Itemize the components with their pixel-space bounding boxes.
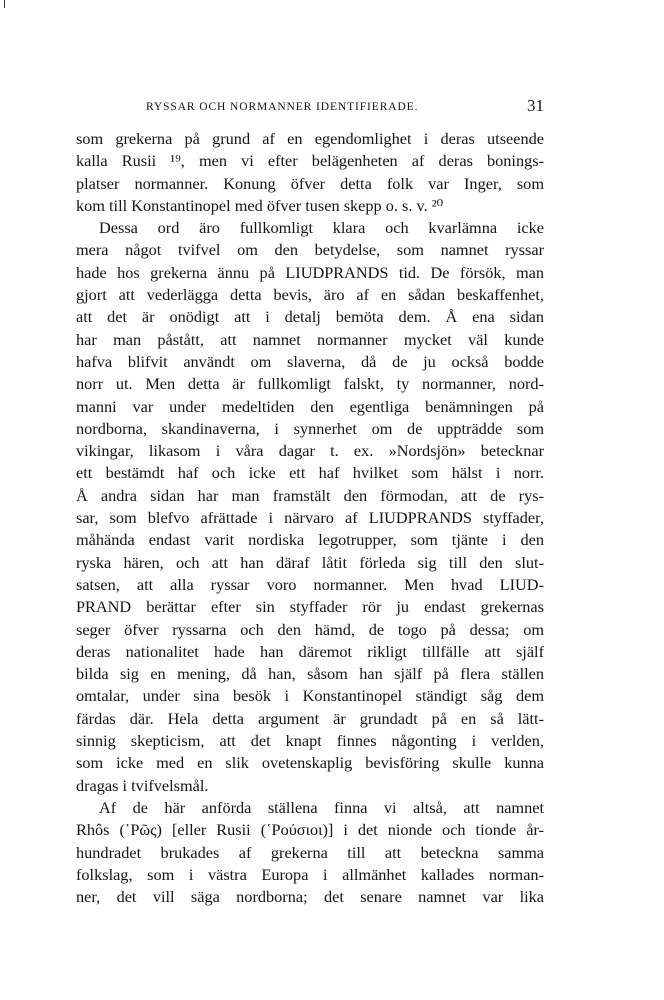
text-line: kom till Konstantinopel med öfver tusen skepp o. s. v. ²⁰ bbox=[76, 195, 444, 215]
text-line: dragas i tvifvelsmål. bbox=[76, 775, 209, 795]
page-header bbox=[76, 96, 544, 122]
text-line: gjort att vederlägga detta bevis, äro af en sådan beskaffenhet, bbox=[76, 285, 544, 305]
text-line: folkslag, som i västra Europa i allmänhet kallades norman- bbox=[76, 864, 544, 884]
text-line: bilda sig en mening, då han, såsom han själf på flera ställen bbox=[76, 664, 544, 684]
text-line: vikingar, likasom i våra dagar t. ex. »Nordsjön» betecknar bbox=[76, 441, 544, 461]
text-line: hade hos grekerna ännu på LIUDPRANDS tid. De försök, man bbox=[76, 262, 544, 282]
text-line: mera något tvifvel om den betydelse, som namnet ryssar bbox=[76, 240, 544, 260]
text-line: måhända endast varit nordiska legotrupper, som tjänte i den bbox=[76, 530, 544, 550]
text-line: sar, som blefvo afrättade i närvaro af LIUDPRANDS styffader, bbox=[76, 508, 544, 528]
text-line: platser normanner. Konung öfver detta folk var Inger, som bbox=[76, 173, 544, 193]
text-line: omtalar, under sina besök i Konstantinopel ständigt såg dem bbox=[76, 686, 544, 706]
text-line: Af de här anförda ställena finna vi altså, att namnet bbox=[99, 797, 544, 817]
text-line: deras nationalitet hade han däremot rikligt tillfälle att själf bbox=[76, 641, 544, 661]
text-line: norr ut. Men detta är fullkomligt falskt, ty normanner, nord- bbox=[76, 374, 544, 394]
text-line: hundradet brukades af grekerna till att beteckna samma bbox=[76, 842, 544, 862]
text-line: sinnig skepticism, att det knapt finnes någonting i verlden, bbox=[76, 731, 544, 751]
text-line: seger öfver ryssarna och den hämd, de togo på dessa; om bbox=[76, 619, 544, 639]
text-line: som grekerna på grund af en egendomlighet i deras utseende bbox=[76, 129, 544, 148]
body-text bbox=[76, 128, 544, 908]
text-line: kalla Rusii ¹⁹, men vi efter belägenheten af deras bonings- bbox=[76, 151, 544, 171]
text-line: som icke med en slik ovetenskaplig bevisföring skulle kunna bbox=[76, 753, 544, 773]
text-line: manni var under medeltiden den egentliga benämningen på bbox=[76, 396, 544, 416]
text-line: ner, det vill säga nordborna; det senare namnet var lika bbox=[76, 887, 544, 907]
text-line: hafva blifvit användt om slaverna, då de ju också bodde bbox=[76, 351, 544, 371]
scan-edge-mark bbox=[4, 0, 5, 8]
running-title: RYSSAR OCH NORMANNER IDENTIFIERADE. bbox=[146, 101, 419, 113]
text-line: färdas där. Hela detta argument är grundadt på en så lätt- bbox=[76, 708, 544, 728]
text-line: Å andra sidan har man framstält den förmodan, att de rys- bbox=[76, 485, 544, 505]
text-line: nordborna, skandinaverna, i synnerhet om de uppträdde som bbox=[76, 418, 544, 438]
text-line: Dessa ord äro fullkomligt klara och kvarlämna icke bbox=[99, 218, 544, 238]
page-number: 31 bbox=[527, 96, 544, 115]
text-line: PRAND berättar efter sin styffader rör ju endast grekernas bbox=[76, 597, 544, 617]
text-line: att det är onödigt att i detalj bemöta dem. Å ena sidan bbox=[76, 307, 544, 327]
text-line: Rhôs (῾Ρῶς) [eller Rusii (῾Ρούσιοι)] i det nionde och tionde år- bbox=[76, 820, 544, 840]
text-line: satsen, att alla ryssar voro normanner. Men hvad LIUD- bbox=[76, 574, 544, 594]
text-line: ryska hären, och att han däraf låtit förleda sig till den slut- bbox=[76, 552, 544, 572]
text-line: har man påstått, att namnet normanner mycket väl kunde bbox=[76, 329, 544, 349]
text-line: ett bestämdt haf och icke ett haf hvilket som hälst i norr. bbox=[76, 463, 544, 483]
